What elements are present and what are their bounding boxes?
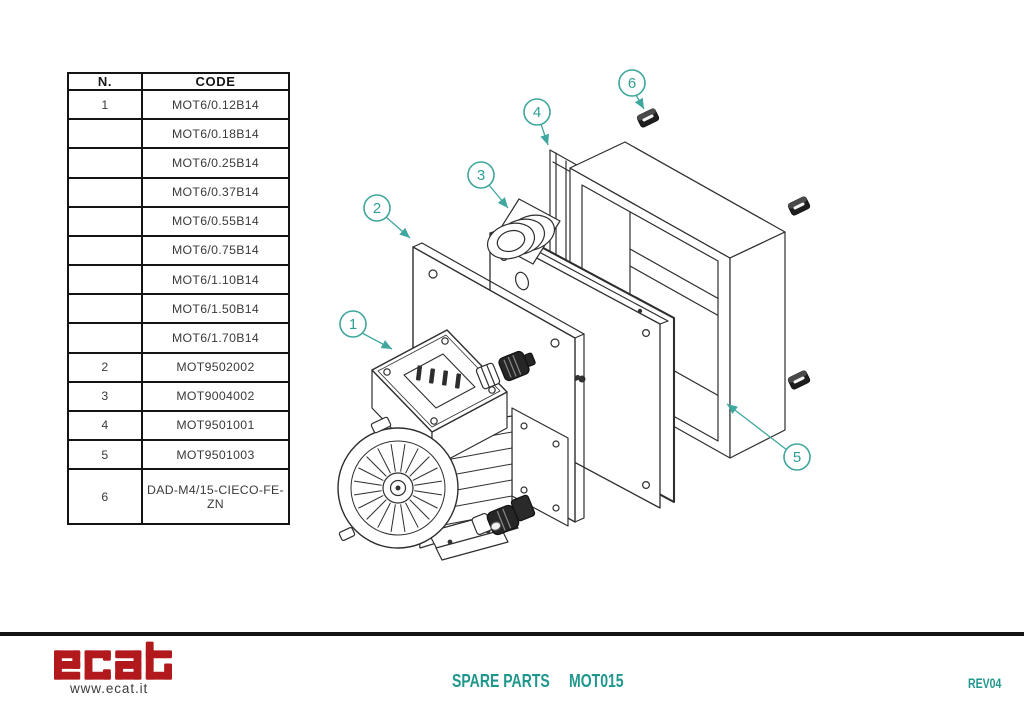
- doc-type-label: SPARE PARTS: [452, 671, 550, 691]
- table-row: [68, 440, 289, 469]
- part-code-cell: MOT6/1.10B14: [142, 265, 289, 294]
- callout-3: [468, 162, 508, 208]
- callout-4-number: 4: [532, 104, 542, 121]
- table-row: [68, 207, 289, 236]
- part-number-cell: [68, 148, 142, 177]
- screw-cap: [787, 370, 811, 390]
- table-row: [68, 90, 289, 119]
- table-header-row: [68, 73, 289, 90]
- part-number-cell: 5: [68, 440, 142, 469]
- callout-1-number: 1: [348, 316, 358, 333]
- revision-label: REV04: [968, 676, 1002, 691]
- part-number-cell: 1: [68, 90, 142, 119]
- part-code-cell: MOT6/1.70B14: [142, 323, 289, 352]
- parts-table: [67, 72, 290, 525]
- part-number-cell: [68, 119, 142, 148]
- table-row: [68, 294, 289, 323]
- part-code-cell: MOT9004002: [142, 382, 289, 411]
- part-code-cell: MOT6/1.50B14: [142, 294, 289, 323]
- part-code-cell: MOT6/0.12B14: [142, 90, 289, 119]
- callout-4: [524, 99, 550, 145]
- table-row: [68, 236, 289, 265]
- callout-2: [364, 195, 410, 238]
- part-code-cell: MOT6/0.18B14: [142, 119, 289, 148]
- screw-cap: [636, 108, 660, 128]
- part-number-cell: [68, 294, 142, 323]
- table-row: [68, 265, 289, 294]
- part-code-cell: MOT6/0.55B14: [142, 207, 289, 236]
- table-row: [68, 411, 289, 440]
- part-number-cell: 4: [68, 411, 142, 440]
- ecat-logo-glyphs: [54, 641, 172, 681]
- column-header-code: CODE: [142, 73, 289, 90]
- part-number-cell: 2: [68, 353, 142, 382]
- part-number-cell: 6: [68, 469, 142, 524]
- part-number-cell: [68, 265, 142, 294]
- part-code-cell: MOT6/0.25B14: [142, 148, 289, 177]
- part-number-cell: [68, 323, 142, 352]
- callout-2-number: 2: [372, 200, 382, 217]
- part-number-cell: 3: [68, 382, 142, 411]
- part-code-cell: MOT9501003: [142, 440, 289, 469]
- part-code-cell: MOT6/0.37B14: [142, 178, 289, 207]
- part-number-cell: [68, 236, 142, 265]
- callout-6-number: 6: [627, 75, 637, 92]
- table-row: [68, 353, 289, 382]
- part-code-cell: MOT6/0.75B14: [142, 236, 289, 265]
- column-header-n: N.: [68, 73, 142, 90]
- callout-1: [340, 311, 392, 349]
- part-number-cell: [68, 207, 142, 236]
- part-code-cell: DAD-M4/15-CIECO-FE-ZN: [142, 469, 289, 524]
- callout-5-number: 5: [792, 449, 802, 466]
- table-row: [68, 178, 289, 207]
- website-url: www.ecat.it: [70, 681, 149, 696]
- part-code-cell: MOT9501001: [142, 411, 289, 440]
- doc-code-label: MOT015: [569, 671, 624, 691]
- callout-3-number: 3: [476, 167, 486, 184]
- table-row: [68, 382, 289, 411]
- table-row: [68, 323, 289, 352]
- callout-6: [619, 70, 645, 109]
- motor-part: [338, 330, 568, 560]
- table-row: [68, 119, 289, 148]
- footer-divider: [0, 632, 1024, 636]
- table-row: [68, 148, 289, 177]
- ecat-logo: [54, 641, 174, 681]
- part-code-cell: MOT9502002: [142, 353, 289, 382]
- screw-cap: [787, 196, 811, 216]
- part-number-cell: [68, 178, 142, 207]
- table-row: [68, 469, 289, 524]
